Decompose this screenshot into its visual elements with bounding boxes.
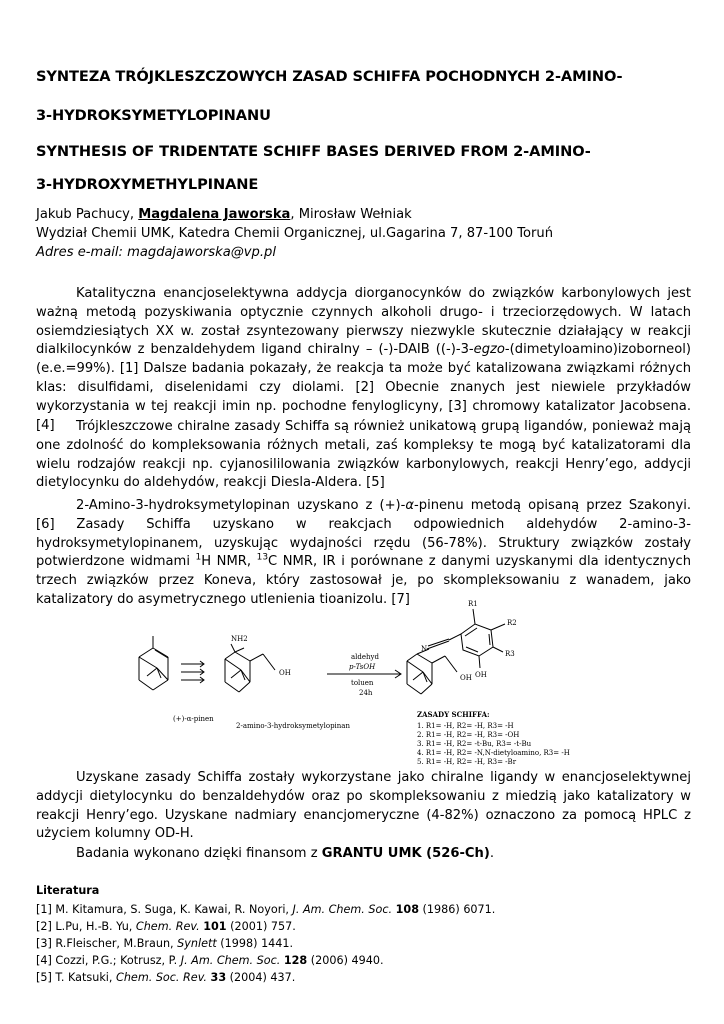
literature-heading: Literatura — [36, 884, 100, 897]
label-pinene: (+)-α-pinen — [173, 715, 214, 723]
affiliation: Wydział Chemii UMK, Katedra Chemii Organicznej, ul.Gagarina 7, 87-100 Toruń — [36, 226, 554, 241]
schiff-item-5: 5. R1= -H, R2= -H, R3= -Br — [417, 758, 517, 766]
author-3: , Mirosław Wełniak — [290, 207, 412, 222]
aminopinane-structure — [225, 644, 275, 692]
cond-aldehyd: aldehyd — [351, 653, 379, 661]
title-pl-line2: 3-HYDROKSYMETYLOPINANU — [36, 107, 271, 124]
paragraph-4: Uzyskane zasady Schiffa zostały wykorzystane jako chiralne ligandy w enancjoselektywnej addycji dietylocynku do benzaldehydów oraz po skompleksowaniu z miedzią jako katalizatory w reakcji Henry’ego. Uzyskane nadmiary enancjomeryczne (4-82%) oznaczono za pomocą HPLC z użyciem kolumny OD-H. — [36, 770, 691, 842]
reference-item: [3] R.Fleischer, M.Braun, Synlett (1998) 1441. — [36, 937, 294, 950]
reference-item: [5] T. Katsuki, Chem. Soc. Rev. 33 (2004) 437. — [36, 971, 296, 984]
schiff-item-3: 3. R1= -H, R2= -t-Bu, R3= -t-Bu — [417, 740, 532, 748]
title-en-line1: SYNTHESIS OF TRIDENTATE SCHIFF BASES DERIVED FROM 2-AMINO- — [36, 143, 591, 160]
email: Adres e-mail: magdajaworska@vp.pl — [36, 245, 276, 260]
label-oh-product: OH — [460, 674, 472, 682]
reference-item: [4] Cozzi, P.G.; Kotrusz, P. J. Am. Chem. Soc. 128 (2006) 4940. — [36, 954, 384, 967]
label-r3: R3 — [505, 650, 515, 658]
label-r2: R2 — [507, 619, 517, 627]
schiff-item-1: 1. R1= -H, R2= -H, R3= -H — [417, 722, 514, 730]
schiff-item-2: 2. R1= -H, R2= -H, R3= -OH — [417, 731, 520, 739]
cond-ptsoh: p-TsOH — [349, 663, 376, 671]
pinene-structure — [139, 636, 168, 690]
reference-item: [2] L.Pu, H.-B. Yu, Chem. Rev. 101 (2001) 757. — [36, 920, 296, 933]
label-nh2: NH2 — [231, 635, 248, 643]
label-oh-amino: OH — [279, 669, 291, 677]
corresponding-author: Magdalena Jaworska — [138, 207, 291, 222]
author-1: Jakub Pachucy, — [36, 207, 139, 222]
title-en-line2: 3-HYDROXYMETHYLPINANE — [36, 176, 259, 193]
reference-item: [1] M. Kitamura, S. Suga, K. Kawai, R. Noyori, J. Am. Chem. Soc. 108 (1986) 6071. — [36, 903, 496, 916]
cond-24h: 24h — [359, 689, 373, 697]
paragraph-5: Badania wykonano dzięki finansom z GRANTU UMK (526-Ch). — [76, 846, 495, 861]
cond-toluen: toluen — [351, 679, 374, 687]
paragraph-2: Trójkleszczowe chiralne zasady Schiffa są również unikatową grupą ligandów, ponieważ mają one zdolność do kompleksowania różnych metali, zaś kompleksy te mogą być katalizatorami dla wielu rodzajów reakcji np. cyjanosililowania związków karbonylowych, reakcji Henry’ego, addycji dietylocynku do aldehydów, reakcji Diesla-Aldera. [5] — [36, 419, 691, 491]
label-n: N — [421, 645, 428, 653]
reference-list — [36, 901, 495, 986]
paragraph-3: 2-Amino-3-hydroksymetylopinan uzyskano z (+)-α-pinenu metodą opisaną przez Szakonyi. [6] Zasady Schiffa uzyskano w reakcjach odpowiednich aldehydów 2-amino-3-hydroksymetylopinanem, uzyskując wydajności rzędu (56-78%). Struktury związków zostały potwierdzone widmami $^1$H NMR, $^{13}$C NMR, IR i porównane z danymi uzyskanymi dla identycznych trzech związków przez Koneva, który zastosował je, po skompleksowaniu z wanadem, jako katalizatory do asymetrycznego utlenienia tioanizolu. [7] — [36, 498, 692, 607]
title-pl-line1: SYNTEZA TRÓJKLESZCZOWYCH ZASAD SCHIFFA POCHODNYCH 2-AMINO- — [36, 68, 623, 85]
schiff-head: ZASADY SCHIFFA: — [417, 710, 490, 719]
label-r1: R1 — [468, 600, 478, 608]
label-oh-phenol: OH — [475, 671, 487, 679]
authors — [36, 207, 412, 222]
schiff-item-4: 4. R1= -H, R2= -N,N-dietyloamino, R3= -H — [417, 749, 570, 757]
label-aminopinane: 2-amino-3-hydroksymetylopinan — [236, 722, 350, 730]
reaction-scheme — [131, 594, 570, 766]
paragraph-1: Katalityczna enancjoselektywna addycja diorganocynków do związków karbonylowych jest ważną metodą pozyskiwania optycznie czynnych alkoholi drugo- i trzeciorzędowych. W latach osiemdziesiątych XX w. został zsyntezowany pierwszy niezwykle skutecznie działający w reakcji dialkilocynków z benzaldehydem ligand chiralny – (-)-DAIB ((-)-3-egzo-(dimetyloamino)izoborneol) (e.e.=99%). [1] Dalsze badania pokazały, że reakcja ta może być katalizowana związkami różnych klas: disulfidami, diselenidami czy diolami. [2] Obecnie znanych jest niewiele przykładów wykorzystania w tej reakcji imin np. pochodne fenyloglicyny, [3] chromowy katalizator Jacobsena. [4] — [36, 286, 691, 433]
arrows-left — [181, 661, 204, 683]
